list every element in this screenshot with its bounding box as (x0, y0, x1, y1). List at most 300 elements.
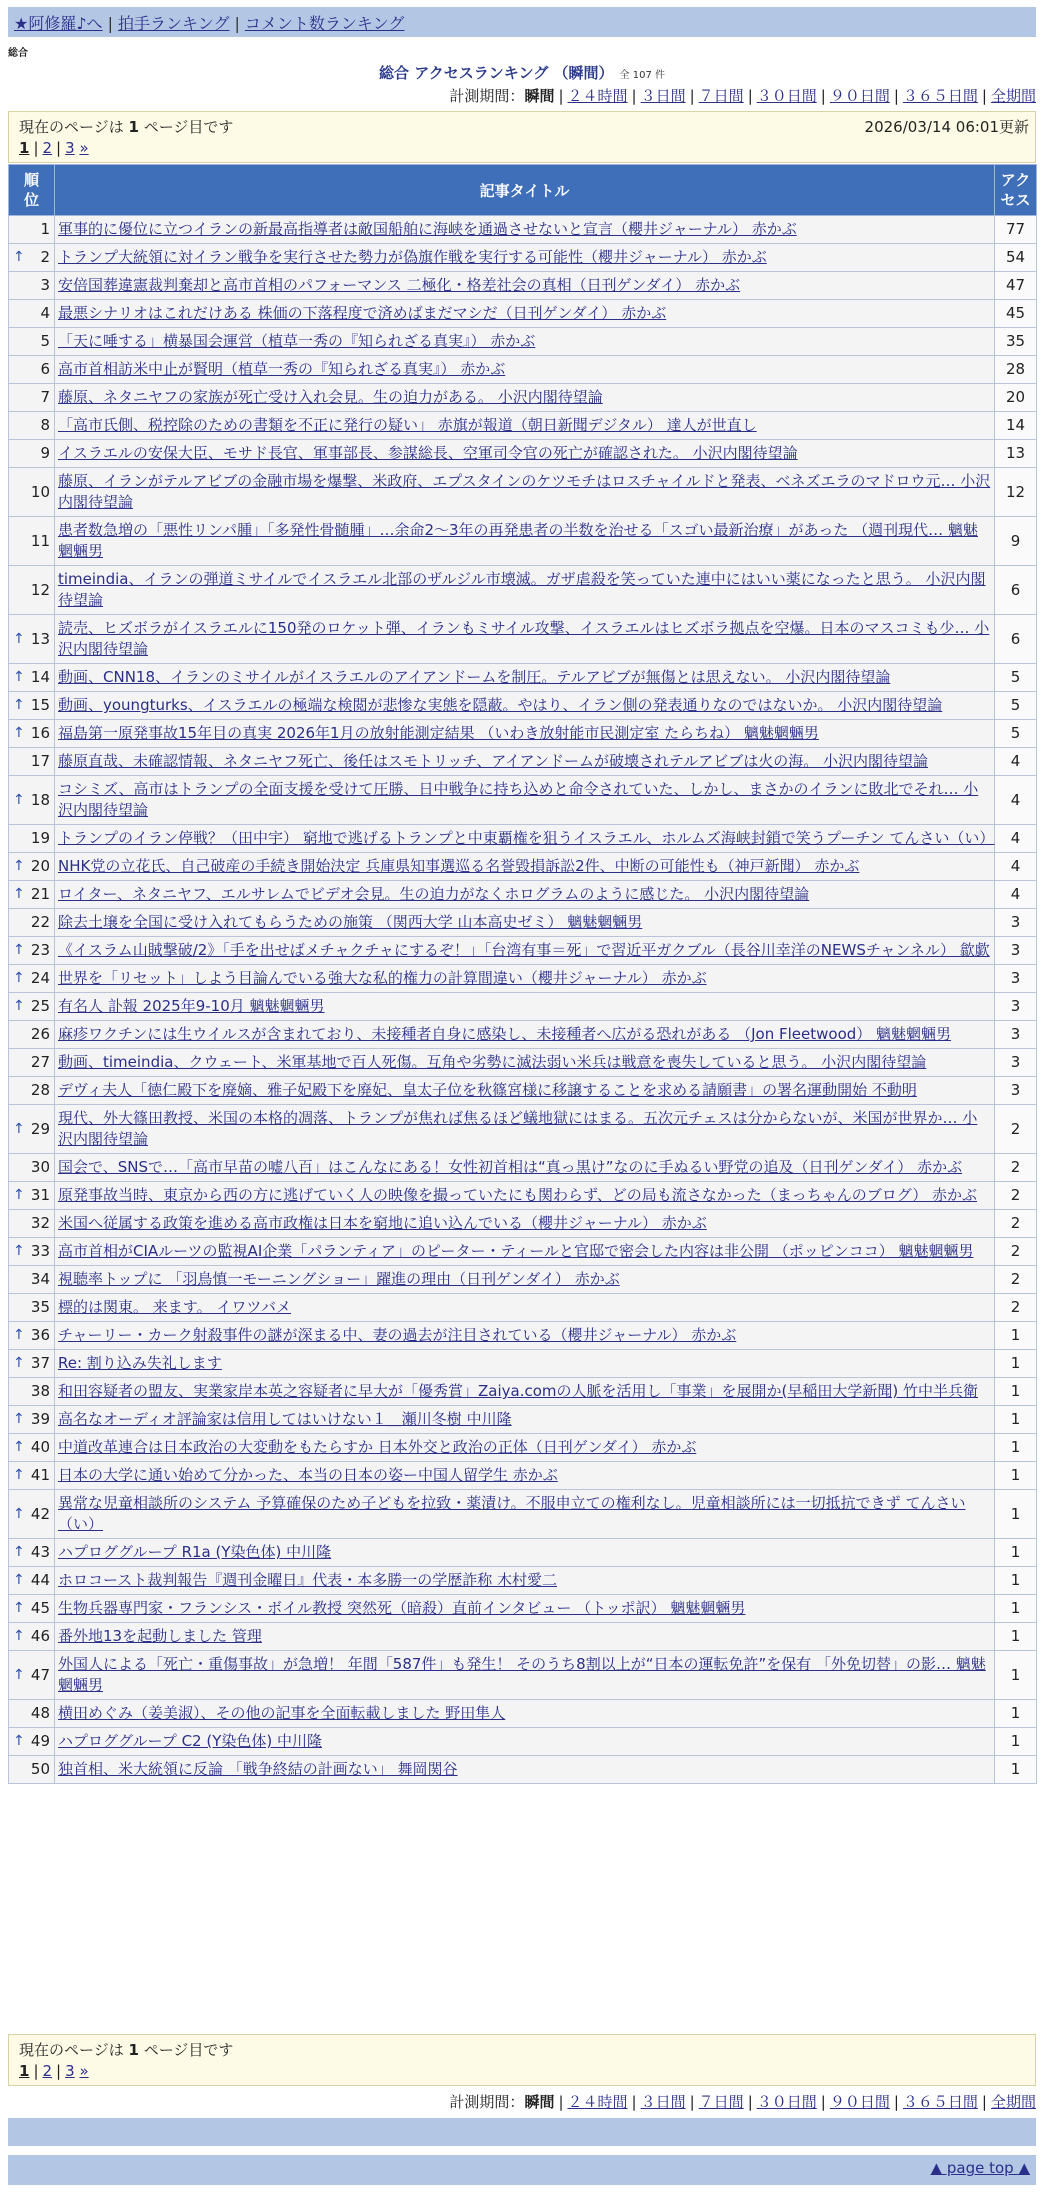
rank-number: 29 (30, 1119, 50, 1138)
access-count-cell: 2 (995, 1182, 1037, 1210)
article-title-link[interactable]: ホロコースト裁判報告『週刊金曜日』代表・本多勝一の学歴詐称 木村愛二 (58, 1571, 558, 1589)
total-count: 全 107 件 (619, 70, 665, 81)
article-title-link[interactable]: 動画、youngturks、イスラエルの極端な検閲が悲惨な実態を隠蔽。やはり、イラン側の発表通りなのではないか。 小沢内閣待望論 (58, 696, 943, 714)
rank-up-arrow-icon: ↑ (13, 998, 25, 1014)
rank-cell (9, 853, 55, 881)
title-cell (55, 384, 995, 412)
pager-suffix: ページ目です (138, 2041, 234, 2059)
page-title-text: 総合 アクセスランキング （瞬間） (379, 64, 614, 82)
article-title-link[interactable]: イスラエルの安保大臣、モサド長官、軍事部長、参謀総長、空軍司令官の死亡が確認された。 小沢内閣待望論 (58, 444, 798, 462)
rank-cell (9, 1238, 55, 1266)
access-count-cell: 45 (995, 300, 1037, 328)
article-title-link[interactable]: 外国人による「死亡・重傷事故」が急増！ 年間「587件」も発生！ そのうち8割以上が“日本の運転免許”を保有 「外免切替」の影… 魑魅魍魎男 (58, 1655, 986, 1694)
title-cell (55, 566, 995, 615)
rank-number: 31 (30, 1186, 50, 1204)
rank-number: 21 (30, 885, 50, 903)
article-title-link[interactable]: 番外地13を起動しました 管理 (58, 1627, 262, 1645)
article-title-link[interactable]: 有名人 訃報 2025年9-10月 魑魅魍魎男 (58, 997, 325, 1015)
article-title-link[interactable]: 動画、timeindia、クウェート、米軍基地で百人死傷。互角や劣勢に滅法弱い米兵は戦意を喪失していると思う。 小沢内閣待望論 (58, 1053, 927, 1071)
rank-column-header: 順位 (9, 165, 55, 216)
period-link[interactable]: ３６５日間 (902, 2093, 978, 2111)
period-separator: | (981, 87, 987, 105)
period-label: 計測期間： (449, 2093, 525, 2111)
rank-up-arrow-icon: ↑ (13, 1505, 25, 1522)
access-count-cell: 5 (995, 692, 1037, 720)
footer-bar (8, 2118, 1036, 2146)
article-title-link[interactable]: ロイター、ネタニヤフ、エルサレムでビデオ会見。生の迫力がなくホログラムのように感じた。 小沢内閣待望論 (58, 885, 810, 903)
rank-cell (9, 776, 55, 825)
table-row (9, 1238, 1037, 1266)
table-row (9, 1378, 1037, 1406)
article-title-link[interactable]: 読売、ヒズボラがイスラエルに150発のロケット弾、イランもミサイル攻撃、イスラエルはヒズボラ拠点を空爆。日本のマスコミも少… 小沢内閣待望論 (58, 619, 990, 658)
title-cell (55, 1539, 995, 1567)
page-top-bar (8, 2155, 1036, 2185)
article-title-link[interactable]: 日本の大学に通い始めて分かった、本当の日本の姿ー中国人留学生 赤かぶ (58, 1466, 558, 1484)
access-count-cell: 1 (995, 1322, 1037, 1350)
access-count-cell: 5 (995, 720, 1037, 748)
article-title-link[interactable]: 米国へ従属する政策を進める高市政権は日本を窮地に追い込んでいる（櫻井ジャーナル） 赤かぶ (58, 1214, 707, 1232)
title-cell (55, 1294, 995, 1322)
table-row (9, 664, 1037, 692)
access-count-cell: 35 (995, 328, 1037, 356)
period-separator: | (689, 87, 695, 105)
rank-number: 4 (40, 304, 50, 322)
rank-cell (9, 615, 55, 664)
title-cell (55, 1651, 995, 1700)
access-count-cell: 13 (995, 440, 1037, 468)
rank-cell (9, 440, 55, 468)
access-count-cell: 2 (995, 1154, 1037, 1182)
rank-cell (9, 1266, 55, 1294)
access-count-cell: 1 (995, 1490, 1037, 1539)
access-count-cell: 54 (995, 244, 1037, 272)
access-count-cell: 3 (995, 1049, 1037, 1077)
table-row (9, 853, 1037, 881)
access-count-cell: 1 (995, 1623, 1037, 1651)
pager-page-link[interactable]: 3 (65, 139, 75, 157)
rank-cell (9, 720, 55, 748)
access-count-cell: 2 (995, 1105, 1037, 1154)
rank-up-arrow-icon: ↑ (13, 942, 25, 958)
article-title-link[interactable]: 世界を「リセット」しよう目論んでいる強大な私的権力の計算間違い（櫻井ジャーナル） 赤かぶ (58, 969, 707, 987)
period-separator: | (747, 87, 753, 105)
pager-current-page: 1 (19, 139, 30, 157)
access-count-cell: 3 (995, 993, 1037, 1021)
rank-number: 10 (30, 482, 50, 501)
rank-number: 13 (30, 629, 50, 648)
article-title-link[interactable]: 安倍国葬違憲裁判棄却と高市首相のパフォーマンス 二極化・格差社会の真相（日刊ゲンダイ） 赤かぶ (58, 276, 741, 294)
table-row (9, 517, 1037, 566)
rank-cell (9, 300, 55, 328)
table-row (9, 468, 1037, 517)
table-row (9, 1049, 1037, 1077)
table-row (9, 1700, 1037, 1728)
rank-cell (9, 1490, 55, 1539)
table-row (9, 272, 1037, 300)
article-title-link[interactable]: timeindia、イランの弾道ミサイルでイスラエル北部のザルジル市壊滅。ガザ虐殺を笑っていた連中にはいい薬になったと思う。 小沢内閣待望論 (58, 570, 986, 609)
rank-up-arrow-icon: ↑ (13, 697, 25, 713)
article-title-link[interactable]: 麻疹ワクチンには生ウイルスが含まれており、未接種者自身に感染し、未接種者へ広がる恐れがある （Jon Fleetwood） 魑魅魍魎男 (58, 1025, 952, 1043)
article-title-link[interactable]: 異常な児童相談所のシステム 予算確保のため子どもを拉致・薬漬け。不服申立ての権利なし。児童相談所には一切抵抗できず てんさい（い） (58, 1494, 966, 1533)
table-row (9, 965, 1037, 993)
rank-number: 48 (30, 1704, 50, 1722)
pager-next-link[interactable]: » (79, 139, 89, 157)
table-row (9, 1462, 1037, 1490)
access-count-cell: 3 (995, 1077, 1037, 1105)
pager-page-link[interactable]: 2 (42, 2062, 53, 2080)
access-count-cell: 20 (995, 384, 1037, 412)
pager-page-link[interactable]: 3 (65, 2062, 75, 2080)
title-cell (55, 1595, 995, 1623)
rank-number: 8 (40, 416, 50, 434)
title-cell (55, 1322, 995, 1350)
period-link[interactable]: ３日間 (640, 87, 686, 105)
access-count-cell: 3 (995, 909, 1037, 937)
rank-up-arrow-icon: ↑ (13, 249, 25, 265)
table-row (9, 216, 1037, 244)
article-title-link[interactable]: トランプのイラン停戦？（田中宇） 窮地で逃げるトランプと中東覇権を狙うイスラエル、ホルムズ海峡封鎖で笑うプーチン てんさい（い） (58, 829, 995, 847)
title-cell (55, 881, 995, 909)
article-title-link[interactable]: 原発事故当時、東京から西の方に逃げていく人の映像を撮っていたにも関わらず、どの局も流さなかった（まっちゃんのブログ） 赤かぶ (58, 1186, 978, 1204)
access-count-cell: 77 (995, 216, 1037, 244)
rank-cell (9, 748, 55, 776)
article-title-link[interactable]: 藤原、イランがテルアビブの金融市場を爆撃、米政府、エプスタインのケツモチはロスチャイルドと発表、ベネズエラのマドロウ元… 小沢内閣待望論 (58, 472, 991, 511)
period-link[interactable]: 全期間 (990, 87, 1036, 105)
rank-number: 23 (30, 941, 50, 959)
access-count-cell: 1 (995, 1567, 1037, 1595)
rank-cell (9, 909, 55, 937)
article-title-link[interactable]: 高市首相訪米中止が賢明（植草一秀の『知られざる真実』） 赤かぶ (58, 360, 506, 378)
title-cell (55, 272, 995, 300)
rank-up-arrow-icon: ↑ (13, 630, 25, 647)
article-title-link[interactable]: デヴィ夫人「徳仁殿下を廃嫡、雅子妃殿下を廃妃、皇太子位を秋篠宮様に移譲することを求める請願書」の署名運動開始 不動明 (58, 1081, 917, 1099)
article-title-link[interactable]: 軍事的に優位に立つイランの新最高指導者は敵国船舶に海峡を通過させないと宣言（櫻井ジャーナル） 赤かぶ (58, 220, 797, 238)
rank-number: 28 (30, 1081, 50, 1099)
pager-status (19, 2039, 1025, 2060)
table-row (9, 300, 1037, 328)
rank-number: 30 (30, 1158, 50, 1176)
period-link[interactable]: ７日間 (698, 2093, 744, 2111)
title-cell (55, 1434, 995, 1462)
period-separator: | (893, 2093, 899, 2111)
rank-cell (9, 825, 55, 853)
table-row (9, 1623, 1037, 1651)
access-count-cell: 9 (995, 517, 1037, 566)
pager-links (19, 139, 1025, 157)
title-cell (55, 692, 995, 720)
rank-up-arrow-icon: ↑ (13, 1355, 25, 1371)
pager-next-link[interactable]: » (79, 2062, 89, 2080)
rank-cell (9, 1756, 55, 1784)
period-separator: | (558, 87, 564, 105)
updated-timestamp: 2026/03/14 06:01更新 (864, 118, 1029, 136)
article-title-link[interactable]: 国会で、SNSで…「高市早苗の嘘八百」はこんなにある！女性初首相は“真っ黒け”なのに手ぬるい野党の追及（日刊ゲンダイ） 赤かぶ (58, 1158, 963, 1176)
title-cell (55, 1154, 995, 1182)
rank-number: 47 (30, 1665, 50, 1684)
rank-number: 34 (30, 1270, 50, 1288)
period-separator: | (981, 2093, 987, 2111)
pager-current-page: 1 (19, 2062, 30, 2080)
article-title-link[interactable]: コシミズ、高市はトランプの全面支援を受けて圧勝、日中戦争に持ち込めと命令されていた、しかし、まさかのイランに敗北でそれ… 小沢内閣待望論 (58, 780, 979, 819)
period-link[interactable]: 全期間 (990, 2093, 1036, 2111)
access-count-cell: 2 (995, 1266, 1037, 1294)
table-row (9, 1539, 1037, 1567)
rank-cell (9, 1378, 55, 1406)
rank-up-arrow-icon: ↑ (13, 1243, 25, 1259)
title-cell (55, 1567, 995, 1595)
article-title-link[interactable]: 除去土壌を全国に受け入れてもらうための施策 （関西大学 山本高史ゼミ） 魑魅魍魎男 (58, 913, 643, 931)
period-link[interactable]: ２４時間 (567, 87, 628, 105)
rank-number: 27 (30, 1053, 50, 1071)
title-cell (55, 216, 995, 244)
title-cell (55, 1350, 995, 1378)
title-cell (55, 825, 995, 853)
rank-number: 26 (30, 1025, 50, 1043)
period-link[interactable]: ３日間 (640, 2093, 686, 2111)
article-title-link[interactable]: 高市首相がCIAルーツの監視AI企業「パランティア」のピーター・ティールと官邸で密会した内容は非公開 （ポッピンココ） 魑魅魍魎男 (58, 1242, 974, 1260)
rank-number: 12 (30, 580, 50, 599)
article-title-link[interactable]: NHK党の立花氏、自己破産の手続き開始決定 兵庫県知事選巡る名誉毀損訴訟2件、中断の可能性も（神戸新聞） 赤かぶ (58, 857, 860, 875)
title-cell (55, 356, 995, 384)
article-title-link[interactable]: 「天に唾する」横暴国会運営（植草一秀の『知られざる真実』） 赤かぶ (58, 332, 536, 350)
period-separator: | (631, 2093, 637, 2111)
title-cell (55, 244, 995, 272)
title-cell (55, 1756, 995, 1784)
period-link[interactable]: ３６５日間 (902, 87, 978, 105)
article-title-link[interactable]: ハプロググループ C2 (Y染色体) 中川隆 (58, 1732, 322, 1750)
table-row (9, 1154, 1037, 1182)
access-count-cell: 6 (995, 566, 1037, 615)
rank-cell (9, 412, 55, 440)
rank-number: 42 (30, 1504, 50, 1523)
article-title-link[interactable]: Re: 割り込み失礼します (58, 1354, 222, 1372)
title-cell (55, 1077, 995, 1105)
rank-number: 37 (30, 1354, 50, 1372)
rank-cell (9, 1406, 55, 1434)
access-count-cell: 1 (995, 1700, 1037, 1728)
period-link[interactable]: ３０日間 (756, 87, 817, 105)
period-link[interactable]: ９０日間 (829, 2093, 890, 2111)
period-link[interactable]: ３０日間 (756, 2093, 817, 2111)
rank-up-arrow-icon: ↑ (13, 1600, 25, 1616)
access-count-cell: 5 (995, 664, 1037, 692)
home-link[interactable]: ★阿修羅♪へ (14, 14, 103, 33)
rank-cell (9, 216, 55, 244)
access-count-cell: 4 (995, 881, 1037, 909)
table-row (9, 1266, 1037, 1294)
rank-number: 36 (30, 1326, 50, 1344)
pager-prefix: 現在のページは (19, 2041, 129, 2059)
title-cell (55, 776, 995, 825)
title-cell (55, 1406, 995, 1434)
article-title-link[interactable]: 生物兵器専門家・フランシス・ボイル教授 突然死（暗殺）直前インタビュー （トッポ訳） 魑魅魍魎男 (58, 1599, 746, 1617)
period-separator: | (820, 87, 826, 105)
section-label: 総合 (8, 48, 28, 59)
rank-cell (9, 1700, 55, 1728)
nav-separator: | (107, 14, 113, 33)
access-count-cell: 1 (995, 1595, 1037, 1623)
period-current: 瞬間 (524, 2093, 555, 2111)
rank-cell (9, 1623, 55, 1651)
period-link[interactable]: ２４時間 (567, 2093, 628, 2111)
article-title-link[interactable]: 最悪シナリオはこれだけある 株価の下落程度で済めばまだマシだ（日刊ゲンダイ） 赤かぶ (58, 304, 667, 322)
rank-cell (9, 1105, 55, 1154)
rank-cell (9, 881, 55, 909)
article-title-link[interactable]: チャーリー・カーク射殺事件の謎が深まる中、妻の過去が注目されている（櫻井ジャーナル） 赤かぶ (58, 1326, 737, 1344)
rank-cell (9, 993, 55, 1021)
table-row (9, 1182, 1037, 1210)
rank-up-arrow-icon: ↑ (13, 1733, 25, 1749)
article-title-link[interactable]: 高名なオーディオ評論家は信用してはいけない１＿瀬川冬樹 中川隆 (58, 1410, 512, 1428)
rank-number: 22 (30, 913, 50, 931)
period-link[interactable]: ７日間 (698, 87, 744, 105)
article-title-link[interactable]: 患者数急増の「悪性リンパ腫」「多発性骨髄腫」…余命2〜3年の再発患者の半数を治せる「スゴい最新治療」があった （週刊現代… 魑魅魍魎男 (58, 521, 978, 560)
title-cell (55, 909, 995, 937)
table-row (9, 720, 1037, 748)
rank-number: 1 (40, 220, 50, 238)
article-title-link[interactable]: 藤原、ネタニヤフの家族が死亡受け入れ会見。生の迫力がある。 小沢内閣待望論 (58, 388, 603, 406)
pager-page-link[interactable]: 2 (42, 139, 53, 157)
rank-number: 40 (30, 1438, 50, 1456)
article-title-link[interactable]: 《イスラム山賊撃破/2》「手を出せばメチャクチャにするぞ！」「台湾有事＝死」で習近平ガクブル（長谷川幸洋のNEWSチャンネル） 歙歔 (58, 941, 990, 959)
title-cell (55, 1700, 995, 1728)
pager-top (8, 111, 1036, 163)
period-current: 瞬間 (524, 87, 555, 105)
table-row (9, 1567, 1037, 1595)
rank-cell (9, 1294, 55, 1322)
rank-number: 17 (30, 752, 50, 770)
table-row (9, 1077, 1037, 1105)
rank-cell (9, 244, 55, 272)
rank-cell (9, 1049, 55, 1077)
rank-cell (9, 328, 55, 356)
rank-number: 20 (30, 857, 50, 875)
rank-number: 32 (30, 1214, 50, 1232)
table-row (9, 412, 1037, 440)
title-cell (55, 328, 995, 356)
article-title-link[interactable]: 中道改革連合は日本政治の大変動をもたらすか 日本外交と政治の正体（日刊ゲンダイ） 赤かぶ (58, 1438, 697, 1456)
title-cell (55, 720, 995, 748)
access-count-cell: 1 (995, 1434, 1037, 1462)
rank-cell (9, 1595, 55, 1623)
table-row (9, 1434, 1037, 1462)
article-title-link[interactable]: 藤原直哉、未確認情報、ネタニヤフ死亡、後任はスモトリッチ、アイアンドームが破壊されテルアビブは火の海。 小沢内閣待望論 (58, 752, 928, 770)
rank-cell (9, 937, 55, 965)
title-cell (55, 853, 995, 881)
title-cell (55, 1623, 995, 1651)
rank-cell (9, 566, 55, 615)
article-title-link[interactable]: 和田容疑者の盟友、実業家岸本英之容疑者に早大が「優秀賞」Zaiya.comの人脈を活用し「事業」を展開か(早稲田大学新聞) 竹中半兵衛 (58, 1382, 978, 1400)
rank-number: 24 (30, 969, 50, 987)
article-title-link[interactable]: 「高市氏側、税控除のための書類を不正に発行の疑い」 赤旗が報道（朝日新聞デジタル） 達人が世直し (58, 416, 757, 434)
table-row (9, 1595, 1037, 1623)
article-title-link[interactable]: 横田めぐみ（姜美淑）、その他の記事を全面転載しました 野田隼人 (58, 1704, 506, 1722)
rank-cell (9, 517, 55, 566)
title-cell (55, 993, 995, 1021)
rank-cell (9, 1154, 55, 1182)
title-cell (55, 1462, 995, 1490)
table-row (9, 1651, 1037, 1700)
page-title (0, 62, 1044, 83)
rank-up-arrow-icon: ↑ (13, 1572, 25, 1588)
title-cell (55, 300, 995, 328)
period-separator: | (631, 87, 637, 105)
table-row (9, 1406, 1037, 1434)
table-row (9, 1021, 1037, 1049)
period-separator: | (747, 2093, 753, 2111)
rank-up-arrow-icon: ↑ (13, 1411, 25, 1427)
rank-up-arrow-icon: ↑ (13, 858, 25, 874)
rank-up-arrow-icon: ↑ (13, 1327, 25, 1343)
article-title-link[interactable]: 現代、外大篠田教授、米国の本格的凋落、トランプが焦れば焦るほど蟻地獄にはまる。五次元チェスは分からないが、米国が世界か… 小沢内閣待望論 (58, 1109, 978, 1148)
comment-ranking-link[interactable]: コメント数ランキング (244, 14, 405, 33)
table-row (9, 1322, 1037, 1350)
rank-up-arrow-icon: ↑ (13, 1467, 25, 1483)
access-count-cell: 3 (995, 937, 1037, 965)
table-row (9, 440, 1037, 468)
rank-number: 45 (30, 1599, 50, 1617)
rank-cell (9, 1728, 55, 1756)
table-row (9, 825, 1037, 853)
access-count-cell: 1 (995, 1406, 1037, 1434)
pager-prefix: 現在のページは (19, 118, 129, 136)
pager-current-number: 1 (128, 118, 139, 136)
title-cell (55, 1238, 995, 1266)
rank-cell (9, 1182, 55, 1210)
title-cell (55, 1266, 995, 1294)
rank-number: 19 (30, 829, 50, 847)
article-title-link[interactable]: 福島第一原発事故15年目の真実 2026年1月の放射能測定結果 （いわき放射能市民測定室 たらちね） 魑魅魍魎男 (58, 724, 819, 742)
access-count-cell: 1 (995, 1378, 1037, 1406)
page-top-link[interactable]: ▲ page top ▲ (930, 2159, 1030, 2177)
rank-number: 39 (30, 1410, 50, 1428)
rank-number: 35 (30, 1298, 50, 1316)
title-cell (55, 1490, 995, 1539)
table-row (9, 1294, 1037, 1322)
period-selector-top (449, 85, 1036, 106)
table-row (9, 909, 1037, 937)
article-title-link[interactable]: 動画、CNN18、イランのミサイルがイスラエルのアイアンドームを制圧。テルアビブが無傷とは思えない。 小沢内閣待望論 (58, 668, 891, 686)
article-title-link[interactable]: 標的は関東。 来ます。 イワツバメ (58, 1298, 292, 1316)
article-title-link[interactable]: 視聴率トップに 「羽鳥慎一モーニングショー」躍進の理由（日刊ゲンダイ） 赤かぶ (58, 1270, 620, 1288)
rank-number: 11 (30, 531, 50, 550)
access-count-cell: 4 (995, 825, 1037, 853)
rank-number: 2 (40, 248, 50, 266)
title-cell (55, 1728, 995, 1756)
rank-number: 7 (40, 388, 50, 406)
title-cell (55, 517, 995, 566)
table-row (9, 937, 1037, 965)
title-column-header: 記事タイトル (55, 165, 995, 216)
rank-number: 18 (30, 790, 50, 809)
period-link[interactable]: ９０日間 (829, 87, 890, 105)
rank-up-arrow-icon: ↑ (13, 791, 25, 808)
access-count-cell: 2 (995, 1238, 1037, 1266)
title-cell (55, 412, 995, 440)
article-title-link[interactable]: トランプ大統領に対イラン戦争を実行させた勢力が偽旗作戦を実行する可能性（櫻井ジャーナル） 赤かぶ (58, 248, 767, 266)
article-title-link[interactable]: 独首相、米大統領に反論 「戦争終結の計画ない」 舞岡関谷 (58, 1760, 458, 1778)
title-cell (55, 440, 995, 468)
rank-cell (9, 1322, 55, 1350)
applause-ranking-link[interactable]: 拍手ランキング (117, 14, 230, 33)
table-row (9, 993, 1037, 1021)
rank-up-arrow-icon: ↑ (13, 1666, 25, 1683)
title-cell (55, 1021, 995, 1049)
rank-cell (9, 965, 55, 993)
top-nav-bar (8, 7, 1036, 37)
table-header-row (9, 165, 1037, 216)
article-title-link[interactable]: ハプロググループ R1a (Y染色体) 中川隆 (58, 1543, 332, 1561)
